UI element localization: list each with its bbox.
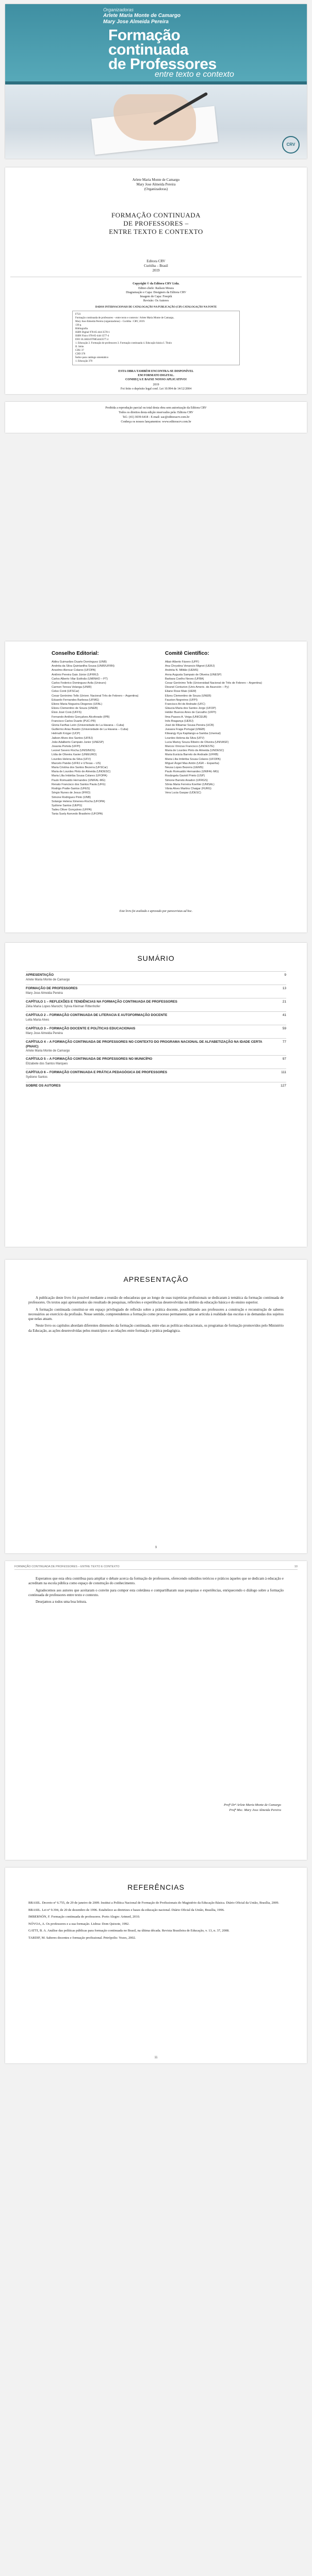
publisher-name: Editora CRV — [146, 259, 166, 263]
references-list — [28, 1901, 284, 1943]
catalog-line: 1. Educação 2. Formação de professores 3. Formação continuada 4. Educação básica I. Título — [75, 342, 172, 345]
editorial-council-list — [52, 660, 155, 817]
catalog-line: Índice para catálogo sistemático — [75, 357, 109, 359]
paragraph: Agradecemos aos autores que aceitaram o convite para compor esta coletânea e compartilharam suas pesquisas e experiências, enriquecendo o diálogo sobre a formação continuada de professores entre texto e contexto. — [28, 1588, 284, 1597]
presentation-page-1 — [5, 1260, 307, 1553]
toc-item[interactable] — [26, 998, 286, 1011]
list-item: Altair Alberto Fávero (UPF) — [165, 660, 200, 664]
table-of-contents-page — [5, 943, 307, 1247]
list-item: Carlos Federico Dominguez Avila (Unieuro) — [52, 682, 106, 685]
toc-item-page: 41 — [282, 1013, 286, 1017]
catalog-line: II. Série. — [75, 346, 85, 348]
paragraph: A formação continuada constitui-se em espaço privilegiado de reflexão sobre a prática docente, possibilitando aos professores a construção e reconstrução de saberes necessários ao exercício da profissão. Nesse sentido, compreendemos a formação como processo permanente, que se articula à realidade das escolas e às demandas dos sujeitos que nelas atuam. — [28, 1307, 284, 1321]
cover-organizer-1: Arlete Maria Monte de Camargo — [103, 13, 181, 19]
list-item: Vânia Alves Martins Chaigar (FURG) — [165, 787, 211, 791]
toc-item-authors: Mary Jose Almeida Pereira — [26, 1031, 63, 1035]
toc-item-title: CAPÍTULO 1 – REFLEXÕES E TENDÊNCIAS NA FORMAÇÃO CONTINUADA DE PROFESSORES — [26, 1000, 177, 1004]
list-item: Marcelo Paixão (UFRJ e UTexas – US) — [52, 761, 101, 765]
list-item: Maria Cristina dos Santos Bezerra (UFSCar) — [52, 766, 108, 770]
presentation-title: APRESENTAÇÃO — [123, 1275, 189, 1283]
title-role: (Organizadoras) — [144, 187, 168, 191]
cover-subtitle: entre texto e contexto — [155, 70, 234, 79]
list-item: Ana Chrystina Venancio Mignot (UERJ) — [165, 665, 215, 668]
list-item: Maria Eurácia Barreto de Andrade (UFRB) — [165, 753, 219, 757]
publisher-contact: Tel.: (41) 3039-6418 - E-mail: sac@editoracrv.com.br — [122, 416, 190, 419]
cover-organizer-2: Mary Jose Almeida Pereira — [103, 19, 169, 25]
title-author-1: Arlete Maria Monte de Camargo — [132, 178, 180, 182]
toc-list — [26, 971, 286, 1095]
list-item: Celso Conti (UFSCar) — [52, 690, 79, 693]
list-item: Rosângela Gavioli Prieto (USP) — [165, 774, 205, 778]
list-item: Míguel Ángel Mas Antón (UGR – Espanha) — [165, 761, 219, 765]
cover-photo-hand — [113, 94, 196, 141]
rights-page — [5, 402, 307, 433]
list-item: Lourdes Helena da Silva (UFV) — [165, 736, 205, 740]
list-item: Rodrigo Pratte-Santos (UFES) — [52, 787, 90, 791]
toc-item[interactable] — [26, 1069, 286, 1082]
app-promo: CONHEÇA E BAIXE NOSSO APLICATIVO! — [125, 378, 187, 381]
rights-reserved: Todos os direitos desta edição reservados pela: Editora CRV — [119, 411, 193, 414]
list-item: Anselmo Alencar Colares (UFOPA) — [52, 669, 96, 672]
page-number: 11 — [154, 2056, 158, 2059]
title-author-2: Mary Jose Almeida Pereira — [136, 182, 176, 187]
catalog-line: Mary Jose Almeida Pereira (organizadoras) – Curitiba : CRV, 2019. — [75, 320, 145, 323]
paragraph: Neste livro os capítulos abordam diferentes dimensões da formação continuada, entre elas as políticas educacionais, os programas de formação promovidos pelo Ministério da Educação, as ações desenvolvidas pelos municípios e as relações entre formação e prática pedagógica. — [28, 1324, 284, 1333]
list-item: Paulo Romualdo Hernandes (UNIFAL-MG) — [52, 778, 106, 782]
catalog-line: F723 — [75, 313, 81, 316]
list-item: Guillermo Arias Beatón (Universidade de La Havana – Cuba) — [52, 728, 128, 732]
list-item: Fernando Antônio Gonçalves Alcoforado (IPB) — [52, 715, 110, 719]
list-item: Sérgio Nunes de Jesus (IFRO) — [52, 791, 91, 795]
catalog-line: Formação continuada de professores – entre texto e contexto / Arlete Maria Monte de Camargo, — [75, 317, 174, 319]
title-page — [5, 167, 307, 394]
list-item: José de Ribamar Sousa Pereira (UCB) — [165, 724, 214, 727]
catalog-line: 130 p. — [75, 324, 82, 327]
toc-item-page: 59 — [282, 1027, 286, 1030]
publisher-city: Curitiba – Brasil — [144, 264, 168, 268]
list-item: Francisco Ari de Andrade (UFC) — [165, 703, 205, 706]
list-item: Marcos Vinicius Francisco (UNOESTE) — [165, 745, 215, 749]
references-page — [5, 1868, 307, 2063]
book-title-line-3: ENTRE TEXTO E CONTEXTO — [109, 228, 203, 235]
list-item: Élsio José Corá (UFFS) — [52, 711, 82, 715]
reference-item: BRASIL. Decreto nº 6.755, de 29 de janeiro de 2009. Institui a Política Nacional de Formação de Profissionais do Magistério da Educação Básica. Diário Oficial da União, Brasília, 2009. — [28, 1901, 280, 1905]
toc-item-title: APRESENTAÇÃO — [26, 973, 54, 977]
list-item: Elione Maria Nogueira Diogenes (UFAL) — [52, 703, 103, 706]
diagram-credit: Diagramação e Capa: Designers da Editora CRV — [126, 291, 186, 294]
list-item: Vera Lucia Gaspar (UDESC) — [165, 791, 201, 795]
toc-item-title: CAPÍTULO 2 – FORMAÇÃO CONTINUADA DE LITERACIA E AUTOFORMAÇÃO DOCENTE — [26, 1013, 168, 1017]
list-item: Josania Portela (UFPI) — [52, 745, 80, 749]
list-item: Kilwangy Kya Kapitango-a-Samba (Unemat) — [165, 732, 221, 736]
list-item: Lídia de Oliveira Xavier (UNIEURO) — [52, 753, 97, 757]
running-header-title: FORMAÇÃO CONTINUADA DE PROFESSORES – ENTRE TEXTO E CONTEXTO — [14, 1565, 120, 1568]
list-item: Andréia N. Militão (UEMS) — [165, 669, 199, 672]
digital-availability-1: ESTA OBRA TAMBÉM ENCONTRA-SE DISPONÍVEL — [118, 370, 194, 373]
list-item: Francisco Carlos Duarte (PUC-PR) — [52, 719, 96, 723]
scientific-committee-list — [165, 660, 268, 795]
reference-item: TARDIF, M. Saberes docentes e formação profissional. Petrópolis: Vozes, 2002. — [28, 1936, 136, 1940]
cover-title-line-2: continuada — [108, 41, 189, 58]
toc-item[interactable] — [26, 971, 286, 985]
reference-item: IMBERNÓN, F. Formação continuada de professores. Porto Alegre: Artmed, 2010. — [28, 1915, 140, 1919]
toc-item[interactable] — [26, 1082, 286, 1095]
presentation-body-continued — [28, 1577, 284, 1606]
toc-item-page: 21 — [282, 1000, 286, 1004]
toc-item-page: 77 — [282, 1040, 286, 1044]
digital-availability-2: EM FORMATO DIGITAL. — [138, 374, 174, 377]
list-item: Barbara Coelho Neves (UFBA) — [165, 677, 204, 681]
list-item: Tania Suely Azevedo Brasileiro (UFOPA) — [52, 812, 103, 816]
toc-item-title: SOBRE OS AUTORES — [26, 1084, 61, 1088]
toc-item-title: CAPÍTULO 4 – A FORMAÇÃO CONTINUADA DE PROFESSORES NO CONTEXTO DO PROGRAMA NACIONAL DE ALFABETIZAÇÃO NA IDADE CERTA (PNAIC) — [26, 1040, 262, 1048]
list-item: Leonel Severo Rocha (UNISINOS) — [52, 749, 95, 753]
references-title: REFERÊNCIAS — [127, 1883, 185, 1891]
book-title-line-2: DE PROFESSORES – — [123, 219, 189, 227]
list-item: João Adalberto Campato Junior (UNESP) — [52, 740, 104, 744]
copyright: Copyright © da Editora CRV Ltda. — [133, 282, 179, 285]
catalog-line: Bibliografia — [75, 328, 88, 330]
cover-page — [5, 4, 307, 159]
presentation-page-2 — [5, 1561, 307, 1860]
reference-item: GATTI, B. A. Análise das políticas públicas para formação continuada no Brasil, na última década. Revista Brasileira de Educação, v. 13, n. 37, 2008. — [28, 1929, 229, 1933]
cover-title-line-1: Formação — [108, 27, 180, 44]
image-credit: Imagem de Capa: Freepik — [140, 295, 172, 298]
catalog-line: DOI 10.24824/978854443577.4 — [75, 338, 109, 341]
toc-item-authors: Arlete Maria Monte de Camargo — [26, 978, 70, 981]
toc-item[interactable] — [26, 1055, 286, 1069]
list-item: Simone Barreto Anadon (UFRGS) — [165, 778, 208, 782]
toc-item-title: CAPÍTULO 3 – FORMAÇÃO DOCENTE E POLÍTICAS EDUCACIONAIS — [26, 1027, 136, 1030]
list-item: Eduardo Fernandes Barbosa (UFMG) — [52, 698, 100, 702]
toc-item-title: CAPÍTULO 5 – A FORMAÇÃO CONTINUADA DE PROFESSORES NO MUNICÍPIO — [26, 1057, 153, 1061]
list-item: Sônia Maria Ferreira Koehler (UNISAL) — [165, 783, 215, 786]
signature-1: Profª Drª Arlete Maria Monte de Camargo — [224, 1803, 281, 1807]
list-item: Anna Augusta Sampaio de Oliveira (UNESP) — [165, 673, 222, 676]
toc-item-page: 97 — [282, 1057, 286, 1061]
list-item: Helmuth Krüger (UCP) — [52, 732, 80, 736]
running-header-page: 10 — [294, 1565, 298, 1568]
list-item: Renato Francisco dos Santos Paula (UFG) — [52, 783, 106, 786]
toc-title: SUMÁRIO — [137, 954, 175, 962]
list-item: Ilma Passos A. Veiga (UNICEUB) — [165, 715, 207, 719]
toc-item-title: CAPÍTULO 6 – FORMAÇÃO CONTINUADA E PRÁTICA PEDAGÓGICA DE PROFESSORES — [26, 1071, 168, 1074]
list-item: Antônio Pereira Gaio Júnior (UFRRJ) — [52, 673, 98, 676]
list-item: Elizeu Clementino de Souza (UNEB) — [52, 707, 98, 710]
list-item: Carlos Alberto Vilar Estêvão (UMINHO – PT) — [52, 677, 108, 681]
list-item: Neusa Lopes Bezerra (UEMS) — [165, 766, 204, 770]
list-item: Jussara Fraga Portugal (UNEB) — [165, 728, 205, 732]
peer-review-note: Este livro foi avaliado e aprovado por pareceristas ad hoc. — [119, 910, 193, 913]
scientific-committee-title: Comitê Científico: — [165, 651, 209, 656]
catalog-line: ISBN Físico 978-85-444-3577-4 — [75, 335, 109, 337]
catalog-line: ISBN Digital 978-85-444-3578-1 — [75, 331, 110, 334]
list-item: Fauston Negreiros (UFPI) — [165, 698, 198, 702]
council-page — [5, 641, 307, 933]
catalog-header: DADOS INTERNACIONAIS DE CATALOGAÇÃO NA PUBLICAÇÃO (CIP) CATALOGAÇÃO NA FONTE — [95, 306, 217, 309]
list-item: Cesar Gerónimo Tello (Universidad Nacional de Três de Febrero – Argentina) — [165, 682, 262, 685]
list-item: Paulo Romualdo Hernandes (UNIFAL-MG) — [165, 770, 219, 774]
list-item: Lucia Marisy Souza Ribeiro de Oliveira (UNIVASF) — [165, 740, 229, 744]
catalog-line: CDU 37 — [75, 349, 84, 352]
toc-item-authors: Mary Jose Almeida Pereira — [26, 991, 63, 995]
paragraph: Esperamos que esta obra contribua para ampliar o debate acerca da formação de professores, oferecendo subsídios teóricos e práticos àqueles que se dedicam à educação e acreditam na escola pública como espaço de construção do conhecimento. — [28, 1577, 284, 1586]
presentation-body — [28, 1296, 284, 1335]
toc-item-authors: Arlete Maria Monte de Camargo — [26, 1049, 70, 1053]
toc-item-title: FORMAÇÃO DE PROFESSORES — [26, 987, 78, 990]
reproduction-notice: Proibida a reprodução parcial ou total desta obra sem autorização da Editora CRV — [105, 406, 207, 410]
revision-credit: Revisão: Os Autores — [143, 299, 169, 302]
toc-item[interactable] — [26, 1038, 286, 1055]
toc-item-authors: Zélia Maria Lopes Marochi; Sylvia Kleiman Rittenhofer — [26, 1005, 101, 1008]
list-item: Tadeu Oliver Gonçalves (UFPA) — [52, 808, 92, 812]
catalog-box — [72, 311, 240, 365]
publisher-logo: CRV — [282, 136, 300, 154]
cover-title-line-3: de Professores — [108, 56, 217, 73]
list-item: Maria Lília Imbiriba Sousa Colares (UFOPA) — [52, 774, 107, 778]
toc-item-page: 111 — [281, 1071, 286, 1074]
toc-item[interactable] — [26, 1011, 286, 1025]
toc-item[interactable] — [26, 1025, 286, 1038]
paragraph: Desejamos a todos uma boa leitura. — [36, 1600, 87, 1604]
list-item: Maria Lília Imbiriba Sousa Colares (UFOPA) — [165, 757, 221, 761]
toc-item-page: 13 — [282, 987, 286, 990]
publisher-website: Conheça os nossos lançamentos: www.editoracrv.com.br — [121, 420, 191, 423]
publication-year: 2019 — [152, 268, 160, 273]
list-item: Maria de Lourdes Pinto de Almeida (UNOESC) — [52, 770, 111, 774]
toc-item-page: 9 — [284, 973, 286, 977]
signature-2: Profª Msc. Mary Jose Almeida Pereira — [229, 1808, 281, 1812]
cover-organizers-label: Organizadoras — [103, 7, 134, 12]
editor-chief: Editor-chefe: Railson Moura — [138, 287, 174, 290]
list-item: Eliane Rose Maio (UEM) — [165, 690, 196, 693]
reference-item: NÓVOA, A. Os professores e a sua formação. Lisboa: Dom Quixote, 1992. — [28, 1922, 130, 1926]
toc-item-page: 127 — [281, 1084, 286, 1088]
running-header — [14, 1565, 298, 1570]
list-item: Inês Bragança (UERJ) — [165, 719, 194, 723]
book-title-line-1: FORMAÇÃO CONTINUADA — [111, 211, 201, 219]
list-item: Sydione Santos (UEPG) — [52, 804, 83, 807]
toc-item-authors: Elizabete dos Santos Marques — [26, 1062, 68, 1065]
list-item: Helder Buenos Aires de Carvalho (UFPI) — [165, 711, 217, 715]
paragraph: A publicação deste livro foi possível mediante a reunião de educadoras que ao longo de suas trajetórias profissionais se dedicaram à temática da formação continuada de professores. Os textos aqui apresentados são resultado de pesquisas, reflexões e experiências desenvolvidas no âmbito da educação básica e do ensino superior. — [28, 1296, 284, 1305]
toc-item-authors: Sydione Santos — [26, 1075, 48, 1079]
list-item: Lourdes Helena da Silva (UFV) — [52, 757, 91, 761]
list-item: Maria de Lourdes Pinto de Almeida (UNOESC) — [165, 749, 224, 753]
list-item: Elizeu Clementino de Souza (UNEB) — [165, 694, 211, 698]
list-item: Andréia da Silva Quintanilha Sousa (UNIR/UFRN) — [52, 665, 114, 668]
list-item: Carmen Tereza Velanga (UNIR) — [52, 686, 92, 689]
list-item: Jailson Alves dos Santos (UFRJ) — [52, 736, 93, 740]
list-item: Cesar Gerónimo Tello (Univer. Nacional Três de Febrero – Argentina) — [52, 694, 139, 698]
list-item: Gláucia Maria dos Santos Jorge (UFOP) — [165, 707, 216, 710]
legal-year: 2019 — [153, 383, 159, 386]
list-item: Solange Helena Ximenes-Rocha (UFOPA) — [52, 800, 105, 803]
catalog-line: 1. Educação 370 — [75, 360, 93, 363]
legal-deposit: Foi feito o depósito legal conf. Lei 10.994 de 14/12/2004 — [120, 387, 192, 391]
list-item: Aldira Guimarães Duarte Domínguez (UNB) — [52, 660, 107, 664]
editorial-council-title: Conselho Editorial: — [52, 651, 99, 656]
catalog-line: CDD 370 — [75, 353, 86, 355]
toc-item-authors: Leila Maria Alves — [26, 1018, 50, 1022]
list-item: Simone Rodrigues Pinto (UNB) — [52, 795, 91, 799]
page-number: 9 — [155, 1546, 157, 1549]
list-item: Gloria Fariñas León (Universidade de La Havana – Cuba) — [52, 724, 124, 727]
list-item: Diosnel Centurion (Univ Americ. de Asunción – Py) — [165, 686, 229, 689]
reference-item: BRASIL. Lei nº 9.394, de 20 de dezembro de 1996. Estabelece as diretrizes e bases da educação nacional. Diário Oficial da União, Brasília, 1996. — [28, 1908, 225, 1912]
toc-item[interactable] — [26, 985, 286, 998]
